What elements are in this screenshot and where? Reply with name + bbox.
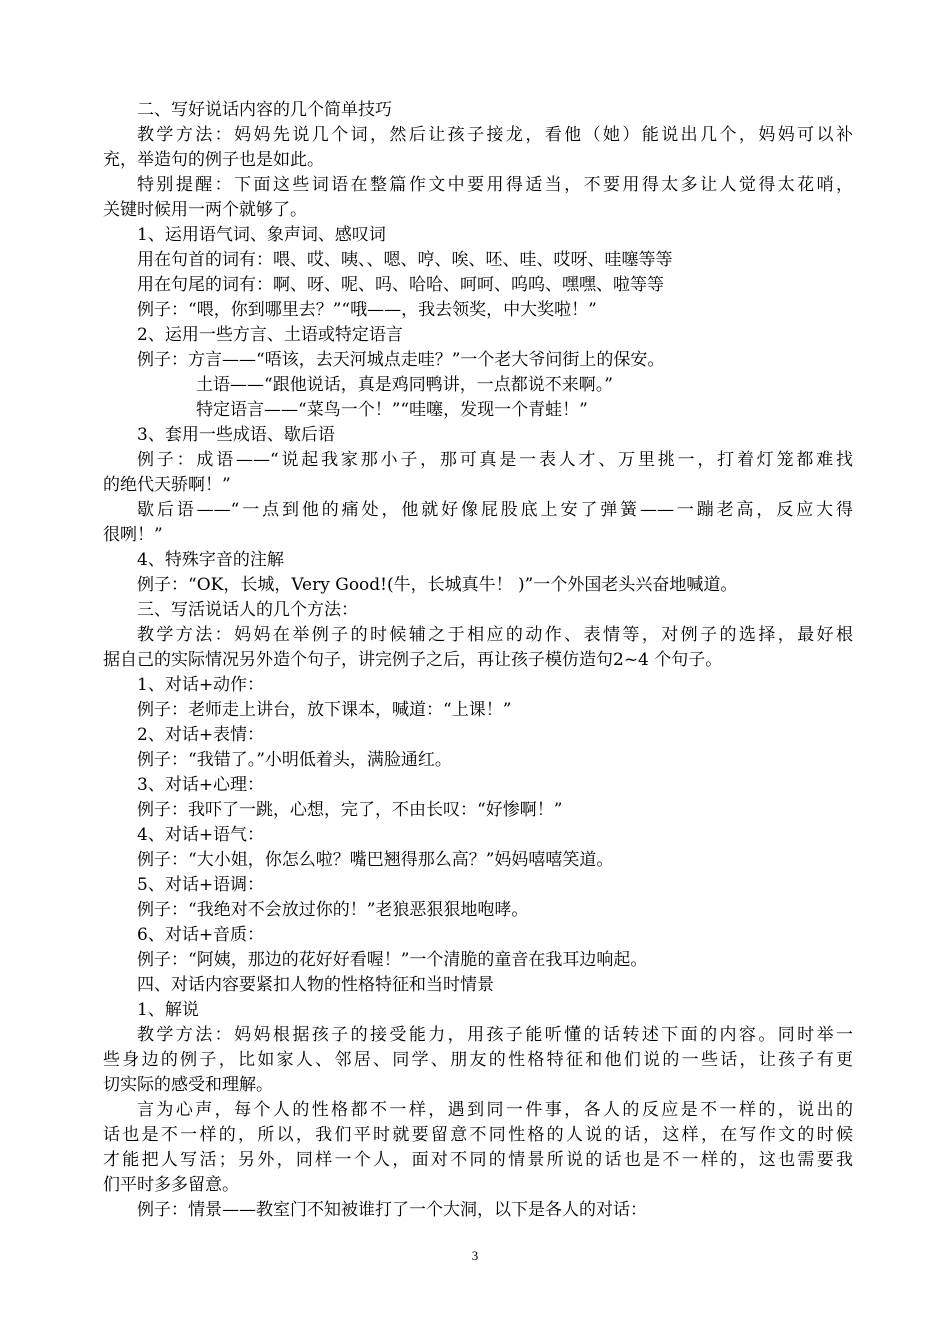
text-line: 例子：老师走上讲台，放下课本，喊道：“上课！” (137, 700, 512, 720)
text-line: 例子：成语——“说起我家那小子，那可真是一表人才、万里挑一，打着灯笼都难找 (137, 450, 853, 470)
text-line: 切实际的感受和理解。 (103, 1075, 273, 1095)
section-heading-4: 四、对话内容要紧扣人物的性格特征和当时情景 (137, 975, 494, 995)
text-line: 教学方法：妈妈根据孩子的接受能力，用孩子能听懂的话转述下面的内容。同时举一 (137, 1025, 853, 1045)
subheading: 2、运用一些方言、土语或特定语言 (137, 325, 403, 345)
subheading: 3、对话+心理： (137, 775, 265, 795)
subheading: 2、对话+表情： (137, 725, 265, 745)
text-line: 教学方法：妈妈在举例子的时候辅之于相应的动作、表情等，对例子的选择，最好根 (137, 625, 853, 645)
text-line: 教学方法：妈妈先说几个词，然后让孩子接龙，看他（她）能说出几个，妈妈可以补 (137, 125, 853, 145)
text-line: 例子：“OK，长城，Very Good!(牛，长城真牛！ )”一个外国老头兴奋地喊道。 (137, 575, 738, 595)
text-line: 言为心声，每个人的性格都不一样，遇到同一件事，各人的反应是不一样的，说出的 (137, 1100, 853, 1120)
text-line: 例子：我吓了一跳，心想，完了，不由长叹：“好惨啊！” (137, 800, 563, 820)
section-heading-3: 三、写活说话人的几个方法： (137, 600, 358, 620)
text-line: 用在句首的词有：喂、哎、咦、、嗯、哼、唉、呸、哇、哎呀、哇噻等等 (137, 250, 673, 270)
text-line: 特别提醒：下面这些词语在整篇作文中要用得适当，不要用得太多让人觉得太花哨， (137, 175, 853, 195)
text-line: 们平时多多留意。 (103, 1175, 239, 1195)
text-line: 据自己的实际情况另外造个句子，讲完例子之后，再让孩子模仿造句2~4 个句子。 (103, 650, 723, 670)
text-line: 用在句尾的词有：啊、呀、呢、吗、哈哈、呵呵、呜呜、嘿嘿、啦等等 (137, 275, 664, 295)
text-line: 特定语言——“菜鸟一个！”“哇噻，发现一个青蛙！” (196, 400, 588, 420)
subheading: 4、特殊字音的注解 (137, 550, 284, 570)
text-line: 歇后语——“一点到他的痛处，他就好像屁股底上安了弹簧——一蹦老高，反应大得 (137, 500, 853, 520)
text-line: 例子：“我错了。”小明低着头，满脸通红。 (137, 750, 452, 770)
text-line: 例子：“阿姨，那边的花好好看喔！”一个清脆的童音在我耳边响起。 (137, 950, 648, 970)
text-line: 例子：“我绝对不会放过你的！”老狼恶狠狠地咆哮。 (137, 900, 529, 920)
section-heading-2: 二、写好说话内容的几个简单技巧 (137, 100, 392, 120)
subheading: 4、对话+语气： (137, 825, 265, 845)
text-line: 例子：“大小姐，你怎么啦？嘴巴翘得那么高？”妈妈嘻嘻笑道。 (137, 850, 614, 870)
page-number: 3 (471, 1248, 479, 1263)
text-line: 例子：方言——“唔该，去天河城点走哇？”一个老大爷问街上的保安。 (137, 350, 665, 370)
subheading: 1、运用语气词、象声词、感叹词 (137, 225, 386, 245)
text-line: 土语——“跟他说话，真是鸡同鸭讲，一点都说不来啊。” (196, 375, 613, 395)
text-line: 才能把人写活；另外，同样一个人，面对不同的情景所说的话也是不一样的，这也需要我 (103, 1150, 853, 1170)
text-line: 充，举造句的例子也是如此。 (103, 150, 324, 170)
text-line: 的绝代天骄啊！” (103, 475, 231, 495)
text-line: 话也是不一样的，所以，我们平时就要留意不同性格的人说的话，这样，在写作文的时候 (103, 1125, 853, 1145)
text-line: 例子：情景——教室门不知被谁打了一个大洞，以下是各人的对话： (137, 1200, 647, 1220)
subheading: 3、套用一些成语、歇后语 (137, 425, 335, 445)
text-line: 很咧！” (103, 525, 163, 545)
subheading: 5、对话+语调： (137, 875, 265, 895)
subheading: 6、对话+音质： (137, 925, 265, 945)
text-line: 些身边的例子，比如家人、邻居、同学、朋友的性格特征和他们说的一些话，让孩子有更 (103, 1050, 853, 1070)
subheading: 1、解说 (137, 1000, 199, 1020)
subheading: 1、对话+动作： (137, 675, 265, 695)
text-line: 例子：“喂，你到哪里去？”“哦——，我去领奖，中大奖啦！” (137, 300, 597, 320)
text-line: 关键时候用一两个就够了。 (103, 200, 307, 220)
